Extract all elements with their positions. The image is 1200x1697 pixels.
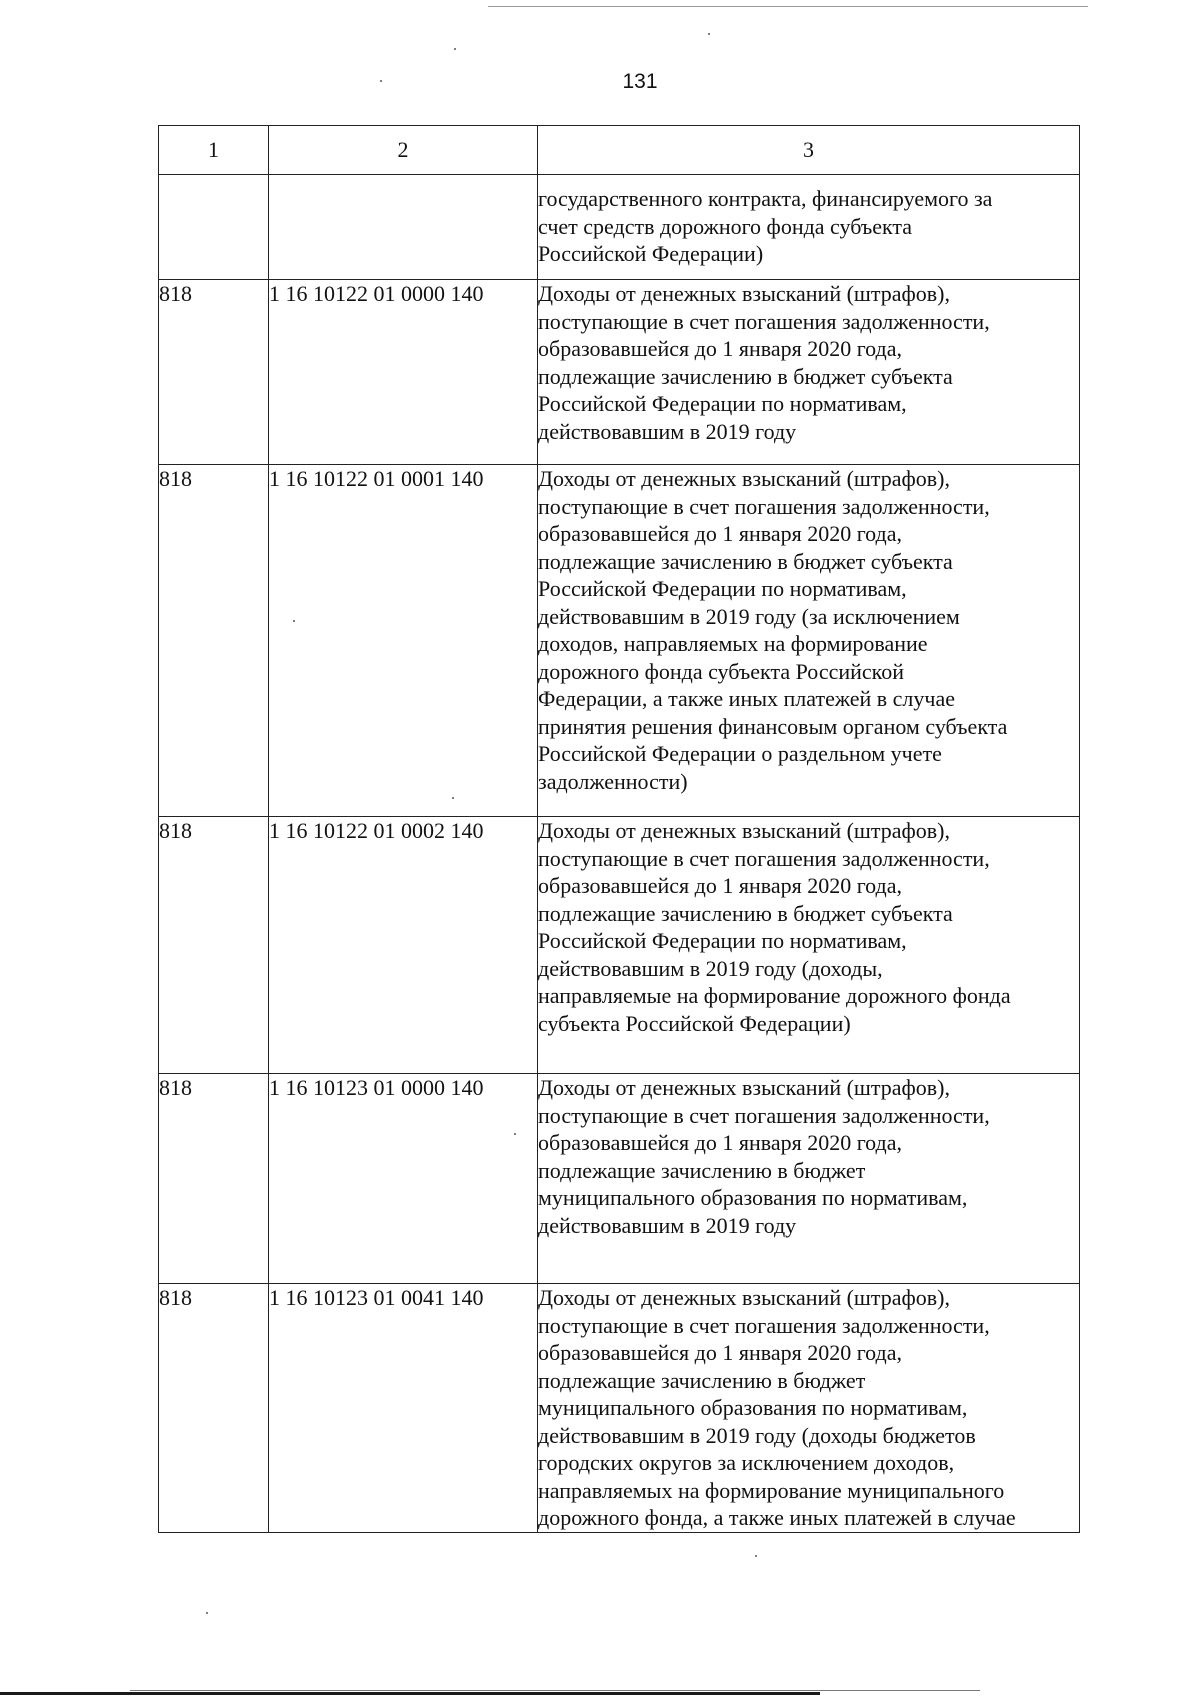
description-line: поступающие в счет погашения задолженности, bbox=[538, 845, 990, 871]
description-line: подлежащие зачислению в бюджет bbox=[538, 1367, 866, 1393]
description-line: государственного контракта, финансируемого за bbox=[538, 186, 993, 211]
description-line: задолженности) bbox=[538, 768, 688, 794]
description-cell bbox=[538, 175, 1080, 280]
description-line: Доходы от денежных взысканий (штрафов), bbox=[538, 1075, 950, 1100]
table-row bbox=[159, 175, 1080, 280]
top-scan-rule bbox=[488, 6, 1088, 7]
admin-code-cell: 818 bbox=[159, 1284, 269, 1533]
description-line: Российской Федерации) bbox=[538, 241, 764, 266]
description-cell bbox=[538, 1074, 1080, 1284]
kbk-code-cell bbox=[269, 175, 538, 280]
description-line: подлежащие зачислению в бюджет субъекта bbox=[538, 363, 953, 389]
description-line: Доходы от денежных взысканий (штрафов), bbox=[538, 818, 950, 843]
description-line: направляемые на формирование дорожного фонда bbox=[538, 983, 1011, 1008]
kbk-code-cell: 1 16 10122 01 0001 140 bbox=[269, 465, 538, 817]
scan-speck bbox=[755, 1555, 757, 1557]
description-line: Доходы от денежных взысканий (штрафов), bbox=[538, 1285, 950, 1310]
kbk-code-cell: 1 16 10123 01 0041 140 bbox=[269, 1284, 538, 1533]
description-line: городских округов за исключением доходов, bbox=[538, 1450, 955, 1475]
kbk-code-cell: 1 16 10122 01 0000 140 bbox=[269, 280, 538, 465]
description-line: действовавшим в 2019 году (доходы бюджетов bbox=[538, 1422, 976, 1448]
description-line: образовавшейся до 1 января 2020 года, bbox=[538, 336, 902, 361]
description-line: действовавшим в 2019 году (доходы, bbox=[538, 955, 883, 981]
description-line: направляемых на формирование муниципального bbox=[538, 1477, 1005, 1503]
description-line: Доходы от денежных взысканий (штрафов), bbox=[538, 281, 950, 306]
description-cell bbox=[538, 817, 1080, 1074]
admin-code-cell: 818 bbox=[159, 465, 269, 817]
description-line: доходов, направляемых на формирование bbox=[538, 631, 928, 656]
description-line: действовавшим в 2019 году bbox=[538, 418, 797, 444]
page-number: 131 bbox=[622, 70, 658, 93]
description-line: поступающие в счет погашения задолженности, bbox=[538, 1102, 990, 1128]
description-line: Федерации, а также иных платежей в случае bbox=[538, 686, 956, 711]
scan-speck bbox=[380, 80, 382, 82]
admin-code-cell: 818 bbox=[159, 280, 269, 465]
description-cell bbox=[538, 280, 1080, 465]
table-body bbox=[159, 175, 1080, 1533]
description-line: принятия решения финансовым органом субъекта bbox=[538, 713, 1008, 739]
description-line: подлежащие зачислению в бюджет субъекта bbox=[538, 900, 953, 926]
description-line: муниципального образования по нормативам, bbox=[538, 1185, 968, 1210]
kbk-table bbox=[158, 125, 1080, 1533]
description-line: дорожного фонда субъекта Российской bbox=[538, 658, 905, 684]
scan-speck bbox=[514, 1133, 516, 1135]
description-cell bbox=[538, 465, 1080, 817]
description-line: поступающие в счет погашения задолженности, bbox=[538, 493, 990, 519]
header-col-3: 3 bbox=[538, 126, 1080, 175]
description-line: образовавшейся до 1 января 2020 года, bbox=[538, 873, 902, 898]
scan-speck bbox=[452, 797, 454, 799]
description-line: образовавшейся до 1 января 2020 года, bbox=[538, 521, 902, 546]
description-line: субъекта Российской Федерации) bbox=[538, 1010, 851, 1036]
description-line: поступающие в счет погашения задолженности, bbox=[538, 308, 990, 334]
table-row bbox=[159, 465, 1080, 817]
scan-speck bbox=[708, 33, 710, 35]
kbk-code-cell: 1 16 10122 01 0002 140 bbox=[269, 817, 538, 1074]
table-row bbox=[159, 1074, 1080, 1284]
bottom-scan-rule bbox=[0, 1692, 820, 1695]
admin-code-cell bbox=[159, 175, 269, 280]
description-line: действовавшим в 2019 году bbox=[538, 1212, 797, 1238]
admin-code-cell: 818 bbox=[159, 817, 269, 1074]
description-line: дорожного фонда, а также иных платежей в случае bbox=[538, 1505, 1016, 1530]
description-line: подлежащие зачислению в бюджет субъекта bbox=[538, 548, 953, 574]
table-row bbox=[159, 1284, 1080, 1533]
description-line: муниципального образования по нормативам, bbox=[538, 1395, 968, 1420]
admin-code-cell: 818 bbox=[159, 1074, 269, 1284]
header-col-2: 2 bbox=[269, 126, 538, 175]
description-line: счет средств дорожного фонда субъекта bbox=[538, 213, 913, 239]
description-line: Российской Федерации о раздельном учете bbox=[538, 741, 942, 766]
scan-speck bbox=[293, 620, 295, 622]
description-line: Доходы от денежных взысканий (штрафов), bbox=[538, 466, 950, 491]
kbk-code-cell: 1 16 10123 01 0000 140 bbox=[269, 1074, 538, 1284]
bottom-scan-rule-thin bbox=[130, 1690, 980, 1691]
description-line: Российской Федерации по нормативам, bbox=[538, 391, 907, 416]
description-line: действовавшим в 2019 году (за исключением bbox=[538, 603, 960, 629]
header-row bbox=[159, 126, 1080, 175]
scan-speck bbox=[206, 1612, 208, 1614]
description-line: образовавшейся до 1 января 2020 года, bbox=[538, 1340, 902, 1365]
table-row bbox=[159, 817, 1080, 1074]
description-line: Российской Федерации по нормативам, bbox=[538, 928, 907, 953]
description-line: Российской Федерации по нормативам, bbox=[538, 576, 907, 601]
description-line: поступающие в счет погашения задолженности, bbox=[538, 1312, 990, 1338]
scan-speck bbox=[454, 48, 456, 50]
header-col-1: 1 bbox=[159, 126, 269, 175]
description-line: образовавшейся до 1 января 2020 года, bbox=[538, 1130, 902, 1155]
description-line: подлежащие зачислению в бюджет bbox=[538, 1157, 866, 1183]
description-cell bbox=[538, 1284, 1080, 1533]
table-row bbox=[159, 280, 1080, 465]
